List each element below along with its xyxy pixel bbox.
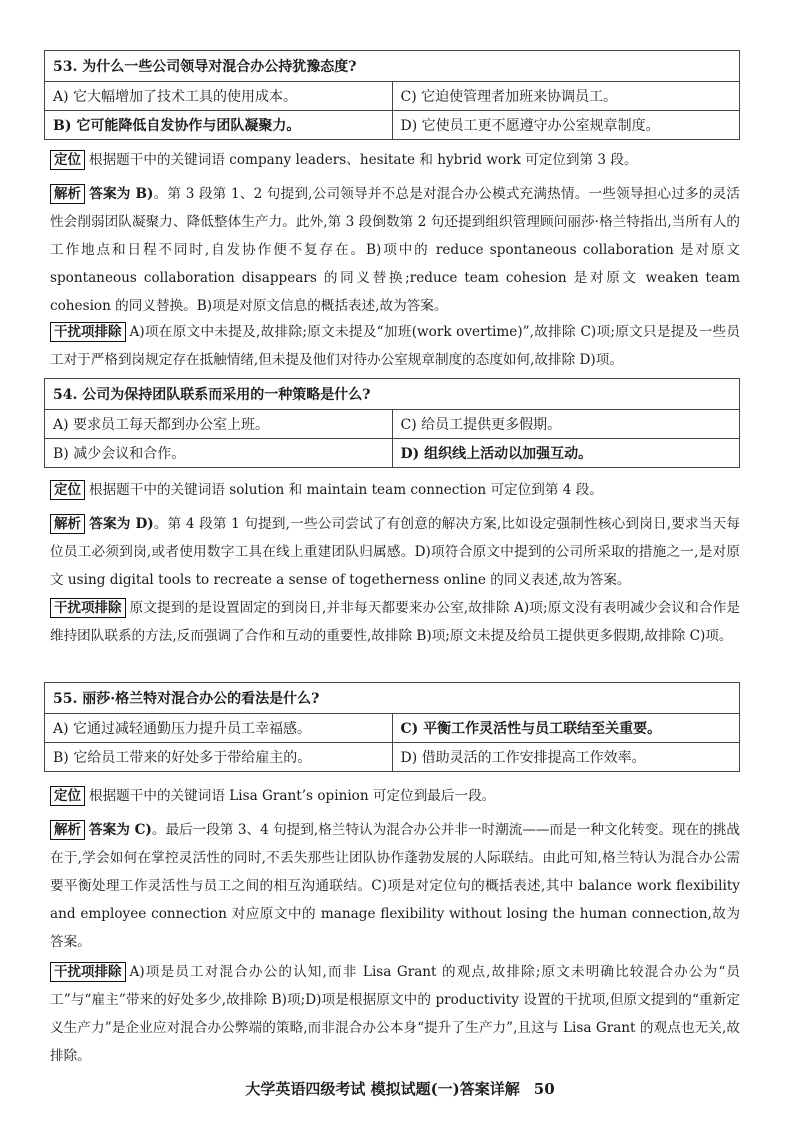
distractor-tag: 干扰项排除 xyxy=(50,598,126,618)
q55-option-a: A) 它通过减轻通勤压力提升员工幸福感。 xyxy=(45,714,393,743)
analysis-text: 。第 3 段第 1、2 句提到,公司领导并不总是对混合办公模式充满热情。一些领导担心过多的灵活性会削弱团队凝聚力、降低整体生产力。此外,第 3 段倒数第 2 句还提到组织管理顾问丽莎·格兰特指出,当所有人的工作地点和日程不同时,自发协作便不复存在。B)项中的 reduce spontaneous collaboration 是对原文 spontaneous collaboration disappears 的同义替换;reduce team cohesion 是对原文 weaken team cohesion 的同义替换。B)项是对原文信息的概括表述,故为答案。 xyxy=(50,186,740,314)
distractor-text: A)项是员工对混合办公的认知,而非 Lisa Grant 的观点,故排除;原文未明确比较混合办公为“员工”与“雇主”带来的好处多少,故排除 B)项;D)项是根据原文中的 productivity 设置的干扰项,但原文提到的“重新定义生产力”是企业应对混合办公弊端的策略,而非混合办公本身“提升了生产力”,且这与 Lisa Grant 的观点也无关,故排除。 xyxy=(50,964,740,1064)
q53-analysis xyxy=(50,180,740,320)
locate-tag: 定位 xyxy=(50,150,85,170)
q55-option-c: C) 平衡工作灵活性与员工联结至关重要。 xyxy=(392,714,740,743)
analysis-text: 。最后一段第 3、4 句提到,格兰特认为混合办公并非一时潮流——而是一种文化转变。现在的挑战在于,学会如何在掌控灵活性的同时,不丢失那些让团队协作蓬勃发展的人际联结。由此可知,格兰特认为混合办公需要平衡处理工作灵活性与员工之间的相互沟通联结。C)项是对定位句的概括表述,其中 balance work flexibility and employee connection 对应原文中的 manage flexibility without losing the human connection,故为答案。 xyxy=(50,822,741,950)
answer-text: 答案为 B) xyxy=(89,186,154,202)
distractor-text: 原文提到的是设置固定的到岗日,并非每天都要来办公室,故排除 A)项;原文没有表明减少会议和合作是维持团队联系的方法,反而强调了合作和互动的重要性,故排除 B)项;原文未提及给员工提供更多假期,故排除 C)项。 xyxy=(50,600,740,644)
q54-option-a: A) 要求员工每天都到办公室上班。 xyxy=(45,410,393,439)
question-54-table xyxy=(44,378,740,468)
locate-text: 根据题干中的关键词语 company leaders、hesitate 和 hybrid work 可定位到第 3 段。 xyxy=(89,152,638,168)
question-53-table xyxy=(44,50,740,140)
q55-distractor xyxy=(50,958,740,1070)
locate-text: 根据题干中的关键词语 Lisa Grant’s opinion 可定位到最后一段。 xyxy=(89,788,496,804)
locate-text: 根据题干中的关键词语 solution 和 maintain team connection 可定位到第 4 段。 xyxy=(89,482,603,498)
q53-option-d: D) 它使员工更不愿遵守办公室规章制度。 xyxy=(392,111,740,140)
page-number: 50 xyxy=(533,1080,555,1098)
question-55-title: 55. 丽莎·格兰特对混合办公的看法是什么? xyxy=(45,683,740,714)
q53-locate xyxy=(50,146,740,174)
q55-option-b: B) 它给员工带来的好处多于带给雇主的。 xyxy=(45,743,393,772)
analysis-text: 。第 4 段第 1 句提到,一些公司尝试了有创意的解决方案,比如设定强制性核心到岗日,要求当天每位员工必须到岗,或者使用数字工具在线上重建团队归属感。D)项符合原文中提到的公司所采取的措施之一,是对原文 using digital tools to recreate a sense of togetherness online 的同义表述,故为答案。 xyxy=(50,516,740,588)
q54-option-c: C) 给员工提供更多假期。 xyxy=(392,410,740,439)
q54-option-b: B) 减少会议和合作。 xyxy=(45,439,393,468)
locate-tag: 定位 xyxy=(50,786,85,806)
q54-locate xyxy=(50,476,740,504)
q54-analysis xyxy=(50,510,740,594)
locate-tag: 定位 xyxy=(50,480,85,500)
footer-title: 大学英语四级考试 模拟试题(一)答案详解 xyxy=(245,1080,520,1098)
analysis-tag: 解析 xyxy=(50,820,85,840)
distractor-text: A)项在原文中未提及,故排除;原文未提及“加班(work overtime)”,故排除 C)项;原文只是提及一些员工对于严格到岗规定存在抵触情绪,但未提及他们对待办公室规章制度的态度如何,故排除 D)项。 xyxy=(50,324,740,368)
q53-distractor xyxy=(50,318,740,374)
q53-option-c: C) 它迫使管理者加班来协调员工。 xyxy=(392,82,740,111)
distractor-tag: 干扰项排除 xyxy=(50,962,126,982)
q53-option-a: A) 它大幅增加了技术工具的使用成本。 xyxy=(45,82,393,111)
question-55-table xyxy=(44,682,740,772)
q55-locate xyxy=(50,782,740,810)
answer-text: 答案为 D) xyxy=(89,516,154,532)
page-footer xyxy=(0,1078,800,1099)
q54-option-d: D) 组织线上活动以加强互动。 xyxy=(392,439,740,468)
analysis-tag: 解析 xyxy=(50,184,85,204)
q53-option-b: B) 它可能降低自发协作与团队凝聚力。 xyxy=(45,111,393,140)
analysis-tag: 解析 xyxy=(50,514,85,534)
question-53-title: 53. 为什么一些公司领导对混合办公持犹豫态度? xyxy=(45,51,740,82)
question-54-title: 54. 公司为保持团队联系而采用的一种策略是什么? xyxy=(45,379,740,410)
answer-text: 答案为 C) xyxy=(89,822,152,838)
q54-distractor xyxy=(50,594,740,650)
q55-analysis xyxy=(50,816,740,956)
q55-option-d: D) 借助灵活的工作安排提高工作效率。 xyxy=(392,743,740,772)
distractor-tag: 干扰项排除 xyxy=(50,322,126,342)
